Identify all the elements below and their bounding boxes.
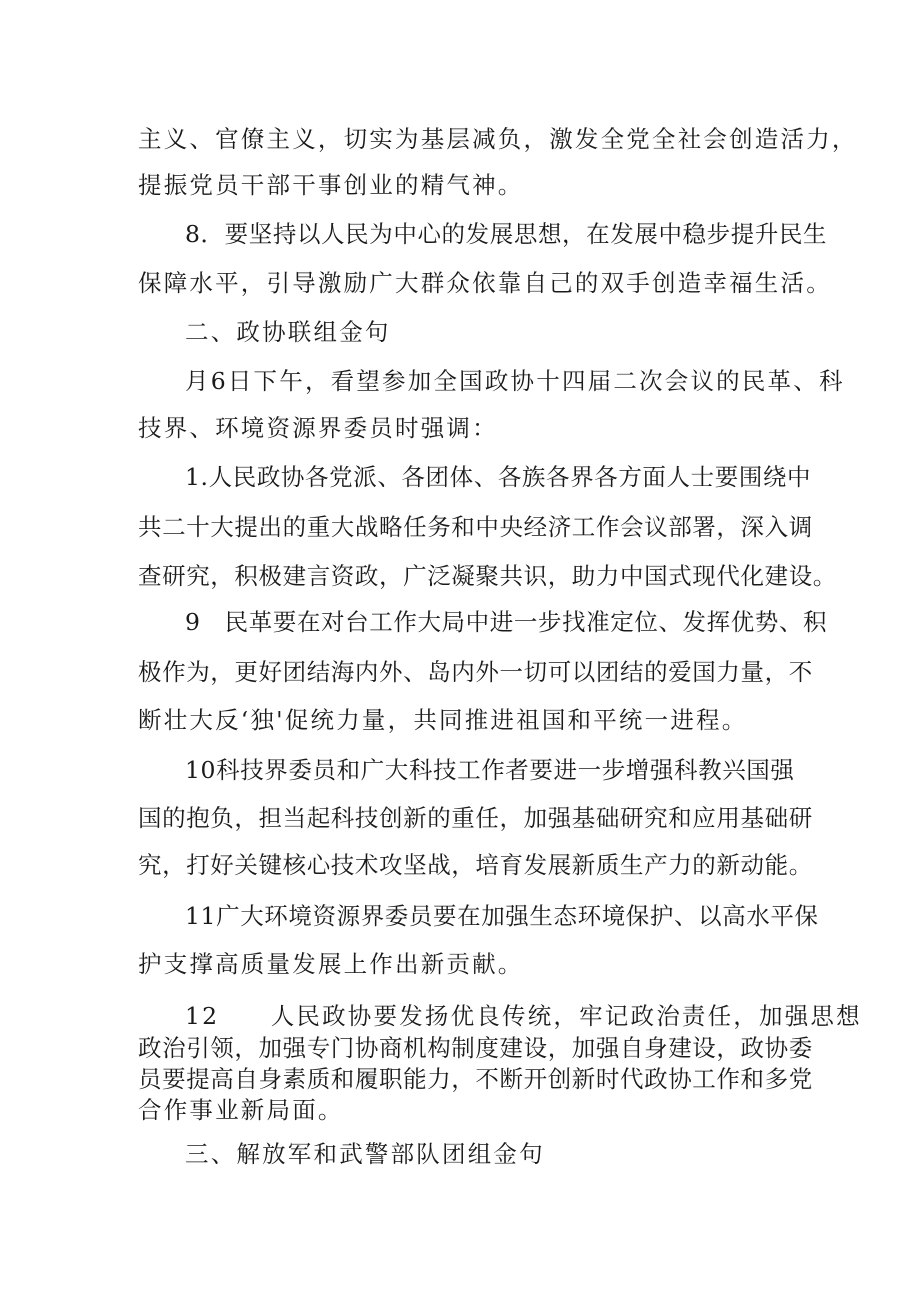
item-12-line-1: 12 人民政协要发扬优良传统，牢记政治责任，加强思想 <box>185 1002 862 1030</box>
section1-tail-line-2: 提振党员干部干事创业的精气神。 <box>138 171 524 199</box>
section-2-intro-line-1: 月6日下午，看望参加全国政协十四届二次会议的民革、科 <box>185 367 845 395</box>
item-8-line-2: 保障水平，引导激励广大群众依靠自己的双手创造幸福生活。 <box>138 269 832 297</box>
item-9-line-2: 极作为，更好团结海内外、岛内外一切可以团结的爱国力量，不 <box>138 658 813 686</box>
item-10-line-1: 10科技界委员和广大科技工作者要进一步增强科教兴国强 <box>185 756 795 784</box>
item-12-line-4: 合作事业新局面。 <box>138 1096 344 1124</box>
item-10-line-2: 国的抱负，担当起科技创新的重任，加强基础研究和应用基础研 <box>138 804 813 832</box>
item-11-line-2: 护支撑高质量发展上作出新贡献。 <box>138 950 524 978</box>
item-9-line-1: 9 民革要在对台工作大局中进一步找准定位、发挥优势、积 <box>185 608 828 636</box>
section-2-intro-line-2: 技界、环境资源界委员时强调： <box>138 414 498 442</box>
item-12-line-3: 员要提高自身素质和履职能力，不断开创新时代政协工作和多党 <box>138 1065 813 1093</box>
item-11-line-1: 11广大环境资源界委员要在加强生态环境保护、以高水平保 <box>185 902 819 930</box>
item-10-line-3: 究，打好关键核心技术攻坚战，培育发展新质生产力的新动能。 <box>138 851 813 879</box>
section-2-heading: 二、政协联组金句 <box>185 318 391 346</box>
item-1-line-2: 共二十大提出的重大战略任务和中央经济工作会议部署，深入调 <box>138 513 813 541</box>
section-3-heading: 三、解放军和武警部队团组金句 <box>185 1140 545 1168</box>
item-1-line-1: 1.人民政协各党派、各团体、各族各界各方面人士要围绕中 <box>185 463 812 491</box>
item-9-line-3: 断壮大反‘独'促统力量，共同推进祖国和平统一进程。 <box>138 706 748 734</box>
section1-tail-line-1: 主义、官僚主义，切实为基层减负，激发全党全社会创造活力， <box>138 125 858 153</box>
item-1-line-3: 查研究，积极建言资政，广泛凝聚共识，助力中国式现代化建设。 <box>138 562 837 590</box>
item-8-line-1: 8．要坚持以人民为中心的发展思想，在发展中稳步提升民生 <box>185 220 828 248</box>
item-12-line-2: 政治引领，加强专门协商机构制度建设，加强自身建设，政协委 <box>138 1034 813 1062</box>
